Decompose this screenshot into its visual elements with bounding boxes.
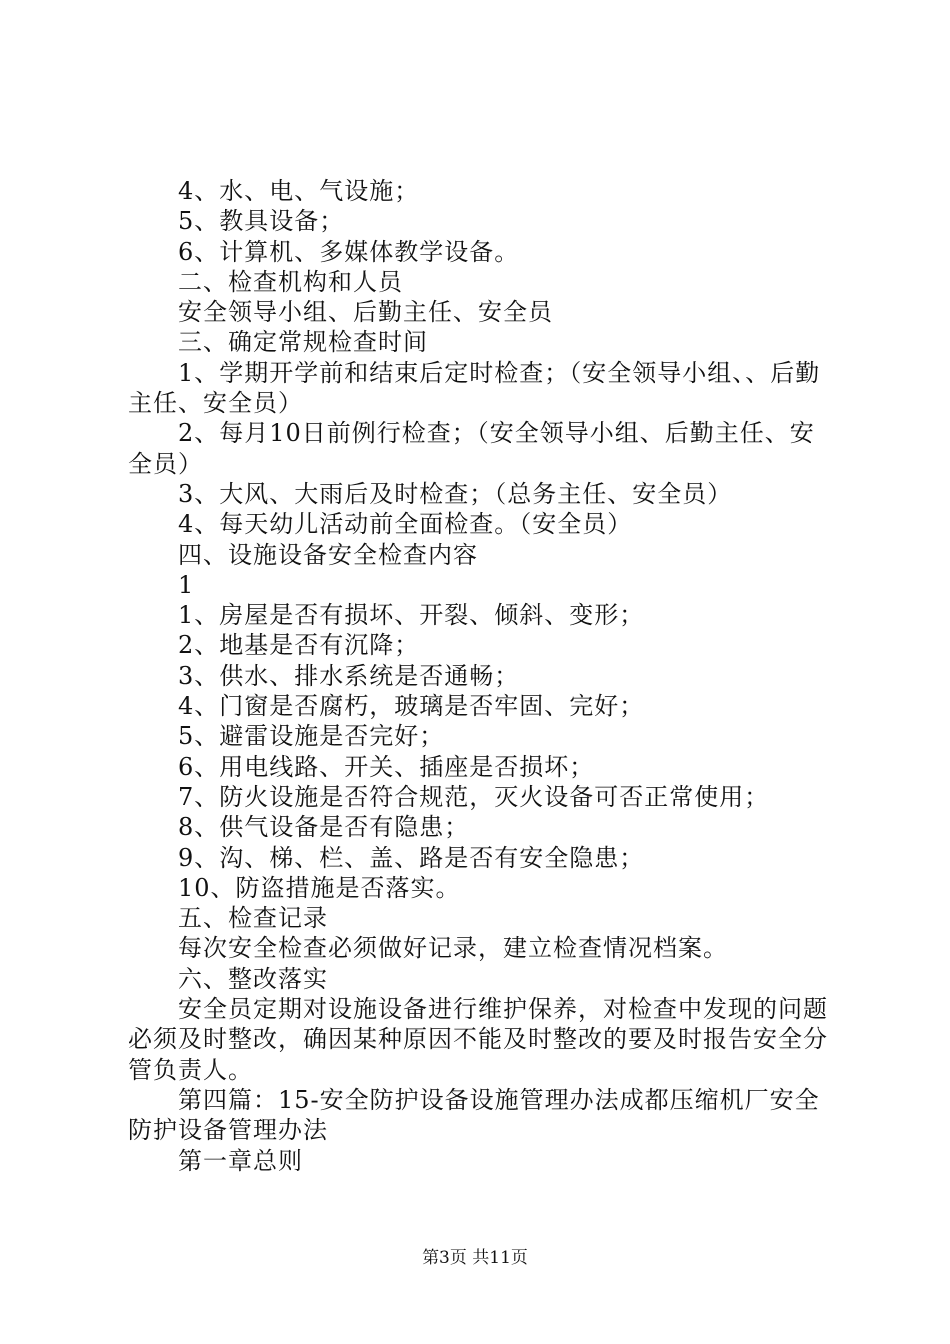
- section-heading: 六、整改落实: [178, 964, 328, 993]
- list-item: 6、用电线路、开关、插座是否损坏；: [178, 752, 595, 781]
- paragraph: 6、计算机、多媒体教学设备。: [178, 237, 520, 266]
- section-heading: 第一章总则: [178, 1146, 303, 1175]
- paragraph: 每次安全检查必须做好记录，建立检查情况档案。: [178, 934, 728, 963]
- list-item: 7、防火设施是否符合规范，灭火设备可否正常使用；: [178, 782, 770, 811]
- list-item: 2、地基是否有沉降；: [178, 631, 420, 660]
- section-heading: 三、确定常规检查时间: [178, 328, 428, 357]
- page-number-footer: 第3页 共11页: [422, 1248, 528, 1268]
- paragraph: 3、大风、大雨后及时检查；（总务主任、安全员）: [178, 479, 733, 508]
- paragraph: 安全员定期对设施设备进行维护保养，对检查中发现的问题必须及时整改，确因某种原因不能及时整改的要及时报告安全分管负责人。: [128, 995, 828, 1084]
- paragraph: 1、学期开学前和结束后定时检查；（安全领导小组、、后勤主任、安全员）: [128, 358, 821, 418]
- list-item: 9、沟、梯、栏、盖、路是否有安全隐患；: [178, 843, 645, 872]
- document-body: [128, 176, 832, 1176]
- list-item: 10、防盗措施是否落实。: [178, 873, 461, 902]
- list-item: 1、房屋是否有损坏、开裂、倾斜、变形；: [178, 601, 645, 630]
- paragraph: 2、每月10日前例行检查；（安全领导小组、后勤主任、安全员）: [128, 419, 815, 478]
- paragraph: 5、教具设备；: [178, 207, 345, 236]
- list-item: 4、门窗是否腐朽，玻璃是否牢固、完好；: [178, 692, 645, 721]
- chapter-title: 第四篇：15-安全防护设备设施管理办法成都压缩机厂安全防护设备管理办法: [128, 1085, 820, 1145]
- paragraph: 安全领导小组、后勤主任、安全员: [178, 298, 553, 327]
- paragraph: 4、水、电、气设施；: [178, 177, 420, 205]
- list-item: 8、供气设备是否有隐患；: [178, 813, 470, 842]
- section-heading: 四、设施设备安全检查内容: [178, 540, 478, 569]
- paragraph: 4、每天幼儿活动前全面检查。（安全员）: [178, 510, 633, 539]
- list-item: 3、供水、排水系统是否通畅；: [178, 661, 520, 690]
- section-heading: 五、检查记录: [178, 904, 328, 933]
- list-item: 5、避雷设施是否完好；: [178, 722, 445, 751]
- section-heading: 二、检查机构和人员: [178, 267, 403, 296]
- paragraph: 1: [178, 570, 195, 599]
